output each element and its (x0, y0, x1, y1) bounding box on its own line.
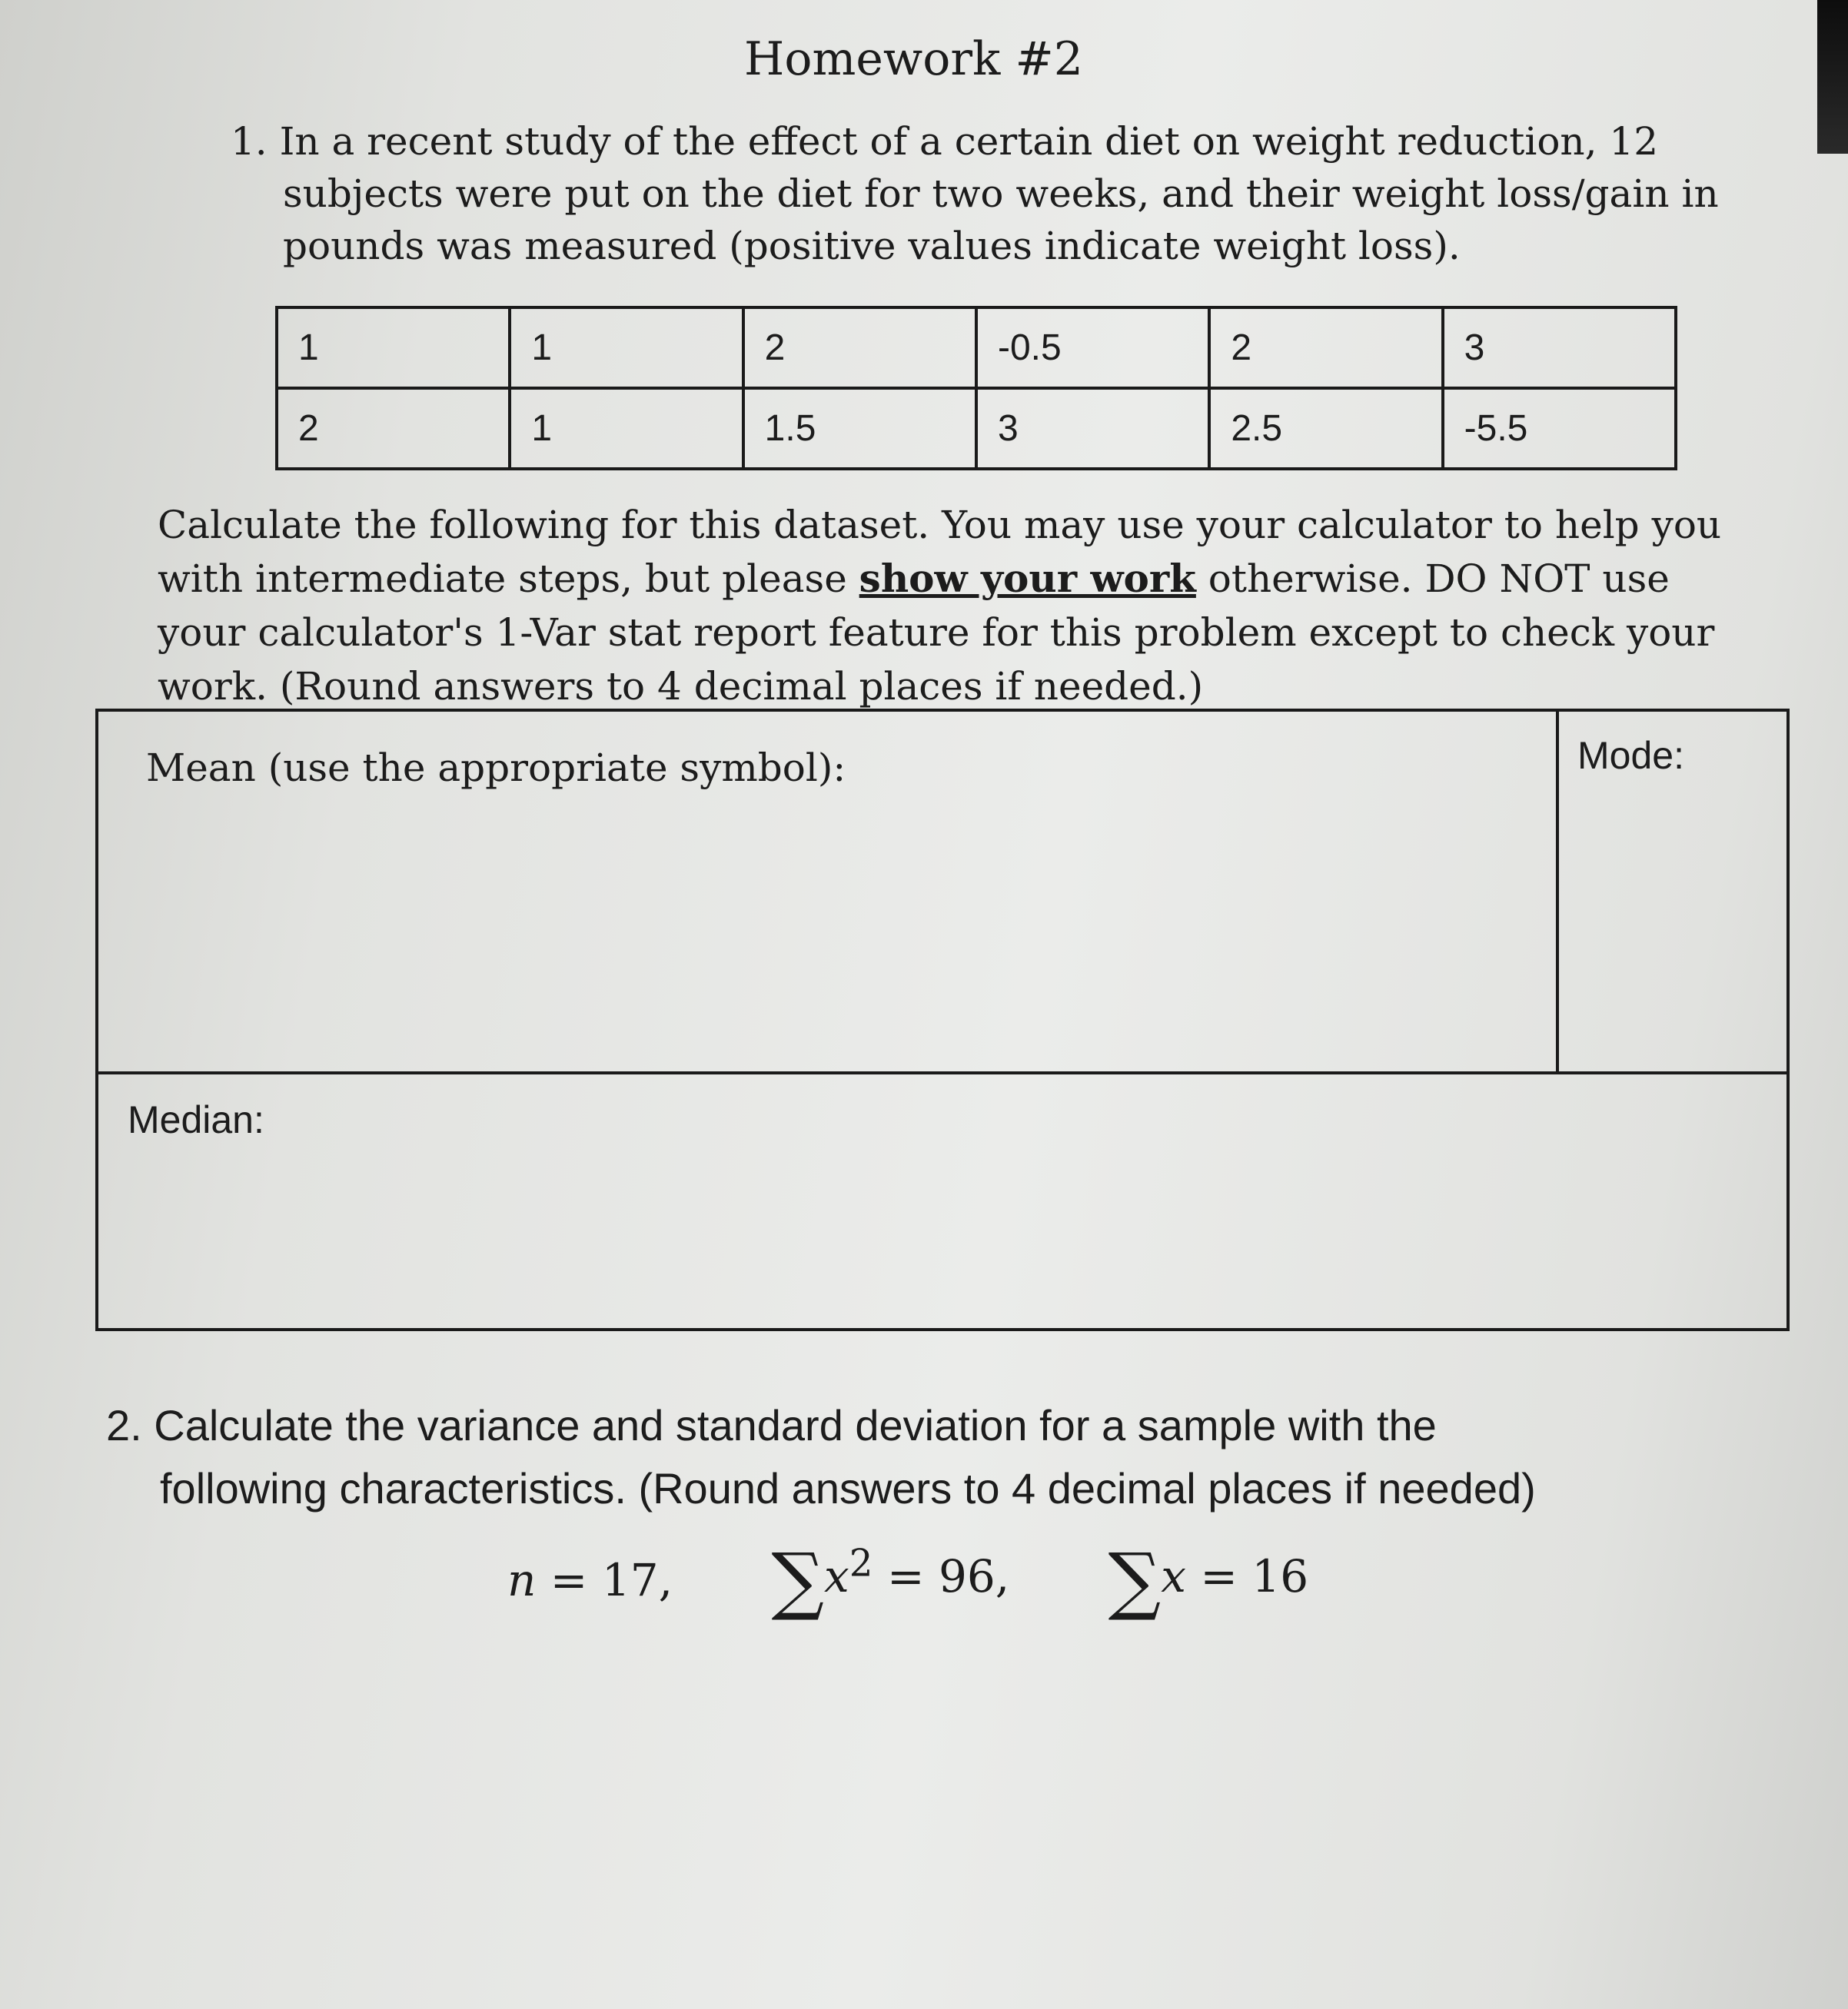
instructions (158, 498, 1722, 713)
question-1 (231, 115, 1719, 272)
background-edge (1817, 0, 1848, 154)
table-cell: 2 (1209, 307, 1442, 388)
table-cell: 1 (277, 307, 510, 388)
table-cell: 1.5 (743, 388, 976, 469)
question-2 (106, 1394, 1720, 1520)
table-cell: 3 (976, 388, 1209, 469)
formula-value: = 17, (536, 1554, 673, 1606)
show-your-work-emphasis: show your work (859, 556, 1196, 601)
formula-value: = 96, (872, 1550, 1010, 1603)
answer-box (95, 709, 1790, 1331)
formula-variable: x (1161, 1550, 1186, 1603)
question-2-line: 2. Calculate the variance and standard deviation for a sample with the (106, 1401, 1437, 1449)
formula-exponent: 2 (849, 1542, 873, 1586)
instructions-line (158, 552, 1695, 606)
formula-sum-x-squared (772, 1537, 1010, 1623)
instructions-text: otherwise. DO NOT use (1195, 556, 1670, 601)
question-1-line: 1. In a recent study of the effect of a certain diet on weight reduction, 12 (231, 119, 1659, 164)
page-title: Homework #2 (744, 32, 1083, 86)
formula-sum-x (1108, 1537, 1309, 1623)
sigma-icon: ∑ (771, 1537, 825, 1623)
table-cell: 2.5 (1209, 388, 1442, 469)
question-2-line: following characteristics. (Round answers to 4 decimal places if needed) (160, 1464, 1536, 1513)
instructions-line: work. (Round answers to 4 decimal places if needed.) (158, 664, 1204, 709)
data-table (275, 306, 1677, 470)
table-cell: 1 (510, 388, 743, 469)
table-row (277, 388, 1676, 469)
question-1-line: subjects were put on the diet for two weeks, and their weight loss/gain in (283, 171, 1719, 216)
formula-n (507, 1554, 673, 1606)
instructions-text: with intermediate steps, but please (158, 556, 859, 601)
median-label: Median: (128, 1098, 264, 1141)
sigma-icon: ∑ (1108, 1537, 1162, 1623)
formula-variable: n (507, 1554, 537, 1606)
table-cell: -5.5 (1443, 388, 1676, 469)
table-row (277, 307, 1676, 388)
instructions-line: Calculate the following for this dataset. You may use your calculator to help you (158, 503, 1722, 547)
row-divider (98, 1071, 1787, 1074)
formula-value: = 16 (1185, 1550, 1309, 1603)
table-cell: 3 (1443, 307, 1676, 388)
column-divider (1556, 712, 1559, 1071)
table-cell: 1 (510, 307, 743, 388)
table-cell: 2 (277, 388, 510, 469)
mean-label: Mean (use the appropriate symbol): (146, 745, 846, 790)
table-cell: -0.5 (976, 307, 1209, 388)
question-1-line: pounds was measured (positive values indicate weight loss). (283, 224, 1461, 268)
instructions-line: your calculator's 1-Var stat report feature for this problem except to check your (158, 610, 1715, 655)
mode-label: Mode: (1577, 734, 1684, 777)
table-cell: 2 (743, 307, 976, 388)
formula-variable: x (824, 1550, 849, 1603)
formula (507, 1537, 1393, 1623)
